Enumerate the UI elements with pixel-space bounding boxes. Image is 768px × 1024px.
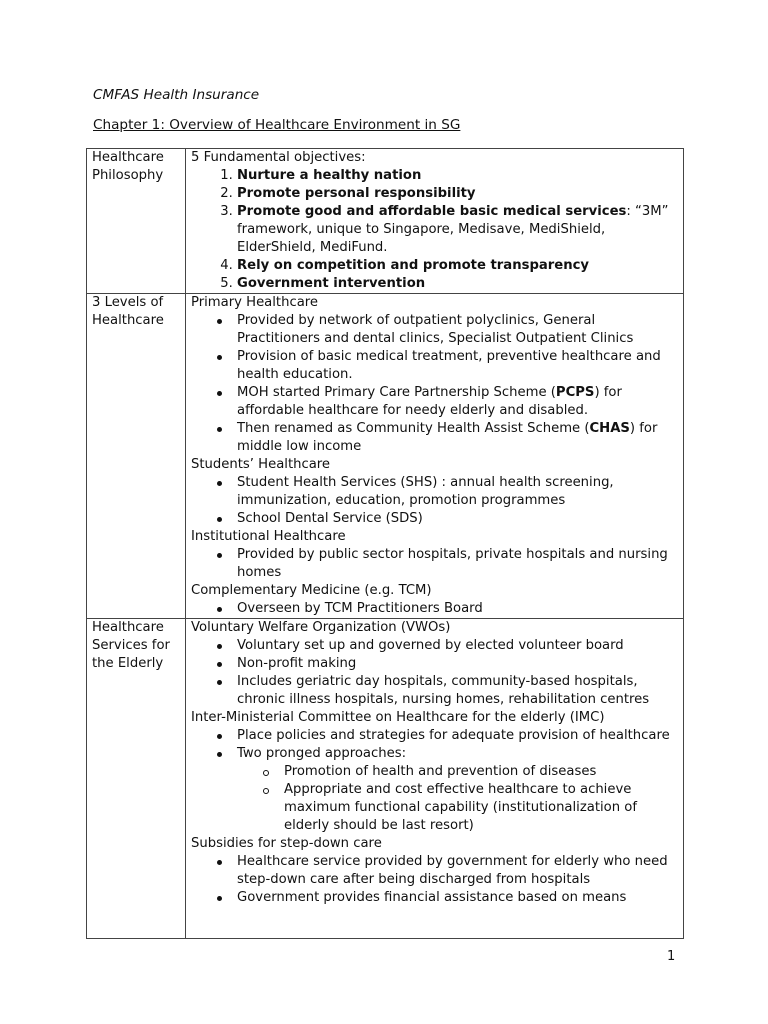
bullet-list	[191, 853, 679, 907]
list-item: Student Health Services (SHS) : annual health screening, immunization, education, promotion programmes	[191, 474, 679, 510]
list-item: Place policies and strategies for adequate provision of healthcare	[191, 727, 679, 745]
row-label-cell	[87, 294, 186, 619]
list-item: Provided by network of outpatient polyclinics, General Practitioners and dental clinics, Specialist Outpatient Clinics	[191, 312, 679, 348]
objectives-list	[191, 167, 679, 293]
bullet-list	[191, 312, 679, 456]
row-content-cell	[186, 149, 684, 294]
list-item: Healthcare service provided by government for elderly who need step-down care after being discharged from hospitals	[191, 853, 679, 889]
bullet-list	[191, 600, 679, 618]
row-content-cell	[186, 294, 684, 619]
section-heading: Subsidies for step-down care	[191, 836, 382, 851]
list-item: Appropriate and cost effective healthcare to achieve maximum functional capability (institutionalization of elderly should be last resort)	[237, 781, 679, 835]
list-item: 2. Promote personal responsibility	[237, 185, 679, 203]
list-item: School Dental Service (SDS)	[191, 510, 679, 528]
list-item: Voluntary set up and governed by elected volunteer board	[191, 637, 679, 655]
chapter-title: Chapter 1: Overview of Healthcare Environment in SG	[93, 117, 461, 133]
list-item: Then renamed as Community Health Assist Scheme (CHAS) for middle low income	[191, 420, 679, 456]
bullet-list	[191, 637, 679, 709]
list-item: MOH started Primary Care Partnership Scheme (PCPS) for affordable healthcare for needy elderly and disabled.	[191, 384, 679, 420]
sub-bullet-list	[237, 763, 679, 835]
table-row	[87, 619, 684, 939]
row-label: Healthcare Philosophy	[92, 150, 164, 183]
list-item: Includes geriatric day hospitals, community-based hospitals, chronic illness hospitals, nursing homes, rehabilitation centres	[191, 673, 679, 709]
list-item: 5. Government intervention	[237, 275, 679, 293]
bullet-list	[191, 474, 679, 528]
objectives-intro: 5 Fundamental objectives:	[191, 150, 366, 165]
list-item: 3. Promote good and affordable basic medical services: “3M” framework, unique to Singapore, Medisave, MediShield, ElderShield, MediFund.	[237, 203, 679, 257]
list-item: 1. Nurture a healthy nation	[237, 167, 679, 185]
list-item: Two pronged approaches: Promotion of health and prevention of diseases Appropriate and cost effective healthcare to achieve maximum functional capability (institutionalization of elderly should be last resort)	[191, 745, 679, 835]
row-label: Healthcare Services for the Elderly	[92, 620, 170, 671]
section-heading: Complementary Medicine (e.g. TCM)	[191, 583, 432, 598]
list-item: Promotion of health and prevention of diseases	[237, 763, 679, 781]
section-heading: Institutional Healthcare	[191, 529, 346, 544]
list-item: Overseen by TCM Practitioners Board	[191, 600, 679, 618]
bullet-list	[191, 546, 679, 582]
list-item: 4. Rely on competition and promote transparency	[237, 257, 679, 275]
list-item: Provided by public sector hospitals, private hospitals and nursing homes	[191, 546, 679, 582]
document-title: CMFAS Health Insurance	[93, 87, 260, 103]
list-item: Non-profit making	[191, 655, 679, 673]
row-label: 3 Levels of Healthcare	[92, 295, 164, 328]
list-item: Government provides financial assistance based on means	[191, 889, 679, 907]
row-content-cell	[186, 619, 684, 939]
section-heading: Voluntary Welfare Organization (VWOs)	[191, 620, 451, 635]
row-label-cell	[87, 619, 186, 939]
section-heading: Primary Healthcare	[191, 295, 319, 310]
section-heading: Students’ Healthcare	[191, 457, 331, 472]
row-label-cell	[87, 149, 186, 294]
table-row	[87, 149, 684, 294]
table-row	[87, 294, 684, 619]
section-heading: Inter-Ministerial Committee on Healthcare for the elderly (IMC)	[191, 710, 605, 725]
list-item: Provision of basic medical treatment, preventive healthcare and health education.	[191, 348, 679, 384]
bullet-list	[191, 727, 679, 835]
overview-table	[86, 148, 684, 939]
page-number: 1	[667, 949, 676, 964]
